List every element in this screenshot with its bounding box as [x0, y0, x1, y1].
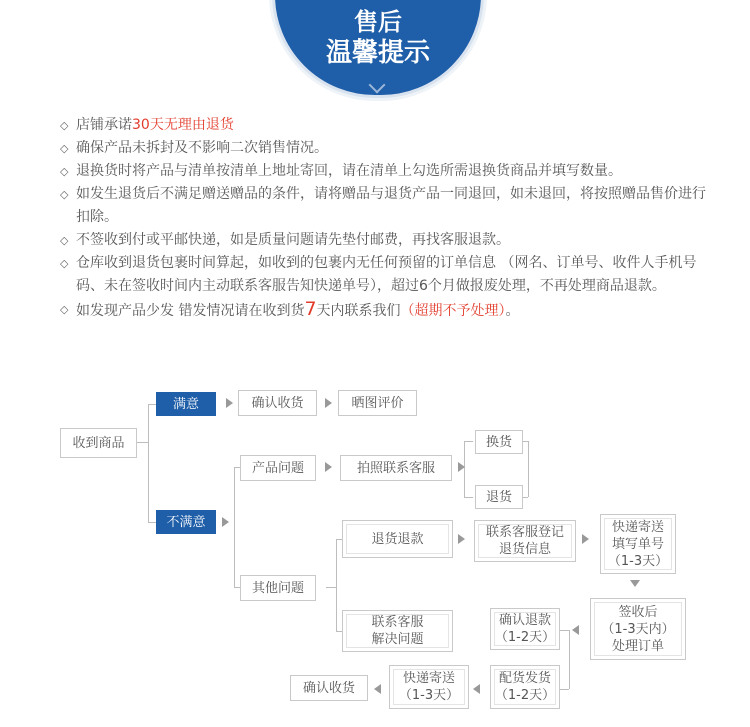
note-item: ◇ 不签收到付或平邮快递，如是质量问题请先垫付邮费，再找客服退款。: [60, 229, 710, 252]
step-receive-goods: 收到商品: [60, 428, 137, 458]
notes-list: [60, 114, 710, 323]
step-contact-resolve: 联系客服 解决问题: [342, 610, 453, 652]
arrow-left-icon: [374, 684, 381, 694]
arrow-right-icon: [325, 462, 332, 472]
chevron-down-icon: [369, 77, 386, 94]
step-exchange: 换货: [475, 430, 523, 454]
arrow-left-icon: [473, 684, 480, 694]
note-item: ◇ 如发生退货后不满足赠送赠品的条件，请将赠品与退货产品一同退回，如未退回，将按照赠品售价进行扣除。: [60, 183, 710, 229]
note-item: ◇ 店铺承诺30天无理由退货: [60, 114, 710, 137]
note-item: ◇ 退换货时将产品与清单按清单上地址寄回，请在清单上勾选所需退换货商品并填写数量。: [60, 160, 710, 183]
step-satisfied: 满意: [156, 392, 216, 416]
step-product-issue: 产品问题: [240, 455, 316, 481]
step-contact-register: 联系客服登记 退货信息: [474, 520, 576, 562]
step-review: 晒图评价: [338, 390, 417, 416]
step-unsatisfied: 不满意: [156, 510, 216, 534]
step-confirm-receipt: 确认收货: [238, 390, 317, 416]
step-return: 退货: [475, 485, 523, 509]
step-express-send: 快递寄送 填写单号 （1-3天）: [600, 514, 676, 574]
step-photo-contact: 拍照联系客服: [340, 455, 452, 481]
arrow-right-icon: [458, 462, 465, 472]
header-title-line1: 售后: [354, 8, 402, 36]
step-ship: 配货发货 （1-2天）: [490, 665, 560, 709]
header-title-line2: 温馨提示: [325, 38, 430, 68]
step-other-issue: 其他问题: [240, 575, 316, 601]
arrow-right-icon: [458, 534, 465, 544]
note-item: ◇ 确保产品未拆封及不影响二次销售情况。: [60, 137, 710, 160]
arrow-left-icon: [572, 625, 579, 635]
arrow-down-icon: [630, 580, 640, 587]
arrow-right-icon: [226, 398, 233, 408]
step-refund: 退货退款: [342, 520, 453, 558]
step-express-send-2: 快递寄送 （1-3天）: [389, 665, 469, 709]
step-confirm-refund: 确认退款 （1-2天）: [490, 608, 560, 650]
note-item: ◇ 如发现产品少发 错发情况请在收到货7天内联系我们（超期不予处理）。: [60, 298, 710, 323]
arrow-right-icon: [325, 398, 332, 408]
header-badge: [272, 0, 484, 98]
step-sign-process: 签收后 （1-3天内） 处理订单: [590, 598, 686, 660]
step-confirm-receipt-2: 确认收货: [290, 675, 368, 701]
arrow-right-icon: [582, 534, 589, 544]
note-item: ◇ 仓库收到退货包裹时间算起，如收到的包裹内无任何预留的订单信息 （网名、订单号、收件人手机号码、未在签收时间内主动联系客服告知快递单号），超过6个月做报废处理，不再处理商品退款。: [60, 252, 710, 298]
arrow-right-icon: [222, 517, 229, 527]
